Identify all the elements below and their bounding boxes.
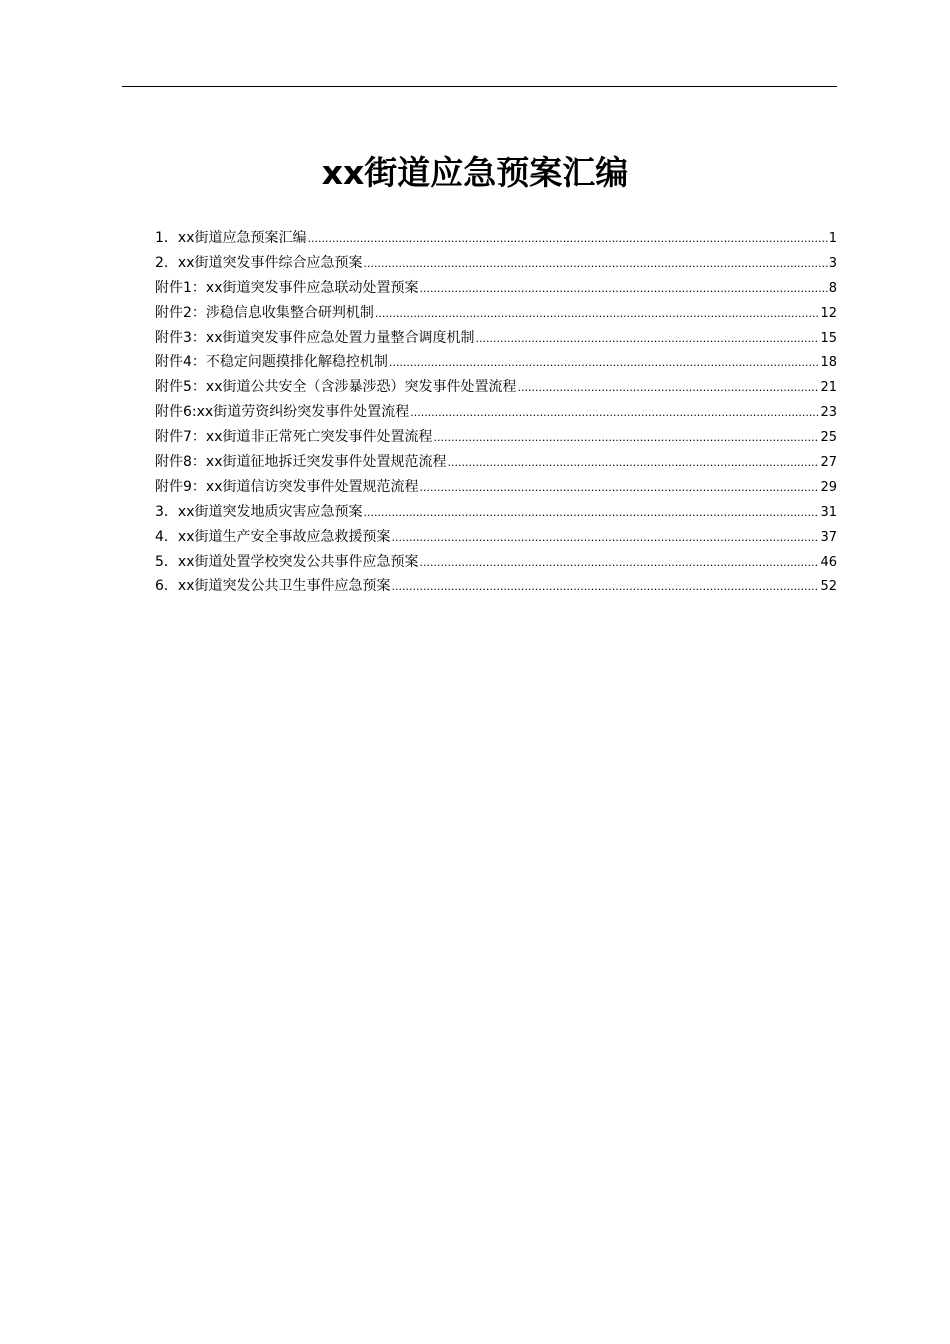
- toc-entry-label: 附件2：涉稳信息收集整合研判机制: [155, 304, 374, 321]
- toc-dot-leader: [363, 501, 819, 526]
- toc-entry[interactable]: [155, 500, 837, 525]
- toc-page-number: 29: [820, 479, 837, 495]
- toc-dot-leader: [389, 351, 820, 376]
- toc-page-number: 23: [820, 405, 837, 421]
- toc-entry-label: 附件8：xx街道征地拆迁突发事件处置规范流程: [155, 454, 447, 471]
- toc-page-number: 52: [820, 579, 837, 595]
- toc-page-number: 27: [820, 455, 837, 471]
- toc-entry-label: 1．xx街道应急预案汇编: [155, 230, 307, 246]
- toc-entry-label: 附件1：xx街道突发事件应急联动处置预案: [155, 279, 419, 296]
- toc-entry[interactable]: [155, 251, 837, 276]
- toc-dot-leader: [363, 252, 827, 277]
- toc-page-number: 25: [820, 430, 837, 446]
- document-title: xx街道应急预案汇编: [321, 153, 629, 192]
- toc-dot-leader: [433, 426, 819, 451]
- toc-entry-label: 5．xx街道处置学校突发公共事件应急预案: [155, 553, 419, 570]
- toc-entry[interactable]: [155, 301, 837, 326]
- toc-dot-leader: [391, 526, 819, 551]
- toc-entry[interactable]: [155, 425, 837, 450]
- toc-dot-leader: [517, 376, 819, 401]
- toc-dot-leader: [419, 277, 827, 302]
- toc-entry-label: 附件7：xx街道非正常死亡突发事件处置流程: [155, 429, 433, 446]
- toc-entry-label: 附件5：xx街道公共安全（含涉暴涉恐）突发事件处置流程: [155, 379, 517, 396]
- toc-page-number: 18: [820, 355, 837, 371]
- toc-entry-label: 附件9：xx街道信访突发事件处置规范流程: [155, 478, 419, 495]
- toc-page-number: 1: [828, 231, 837, 246]
- toc-entry[interactable]: [155, 525, 837, 550]
- toc-page-number: 15: [820, 330, 837, 346]
- toc-dot-leader: [410, 401, 819, 426]
- table-of-contents: [155, 226, 837, 599]
- toc-entry-label: 6．xx街道突发公共卫生事件应急预案: [155, 578, 391, 595]
- toc-entry-label: 3．xx街道突发地质灾害应急预案: [155, 503, 363, 520]
- toc-entry[interactable]: [155, 276, 837, 301]
- toc-dot-leader: [475, 327, 819, 352]
- toc-entry[interactable]: [155, 550, 837, 575]
- toc-dot-leader: [375, 302, 820, 327]
- toc-page-number: 37: [820, 529, 837, 545]
- toc-entry[interactable]: [155, 574, 837, 599]
- toc-dot-leader: [307, 227, 827, 252]
- toc-entry[interactable]: [155, 226, 837, 251]
- toc-entry-label: 2．xx街道突发事件综合应急预案: [155, 254, 363, 271]
- toc-page-number: 8: [828, 280, 837, 296]
- toc-entry[interactable]: [155, 400, 837, 425]
- toc-page-number: 3: [828, 255, 837, 271]
- toc-page-number: 46: [820, 554, 837, 570]
- toc-dot-leader: [419, 476, 819, 501]
- toc-entry-label: 附件4：不稳定问题摸排化解稳控机制: [155, 354, 388, 371]
- toc-page-number: 31: [820, 504, 837, 520]
- toc-dot-leader: [391, 575, 819, 600]
- toc-dot-leader: [419, 551, 819, 576]
- toc-entry[interactable]: [155, 375, 837, 400]
- toc-page-number: 21: [820, 380, 837, 396]
- toc-entry-label: 附件3：xx街道突发事件应急处置力量整合调度机制: [155, 329, 475, 346]
- header-rule: [122, 86, 837, 87]
- toc-entry[interactable]: [155, 450, 837, 475]
- toc-page-number: 12: [820, 305, 837, 321]
- toc-entry-label: 附件6:xx街道劳资纠纷突发事件处置流程: [155, 404, 410, 421]
- toc-entry[interactable]: [155, 326, 837, 351]
- toc-entry[interactable]: [155, 475, 837, 500]
- toc-entry[interactable]: [155, 350, 837, 375]
- toc-entry-label: 4．xx街道生产安全事故应急救援预案: [155, 528, 391, 545]
- toc-dot-leader: [447, 451, 819, 476]
